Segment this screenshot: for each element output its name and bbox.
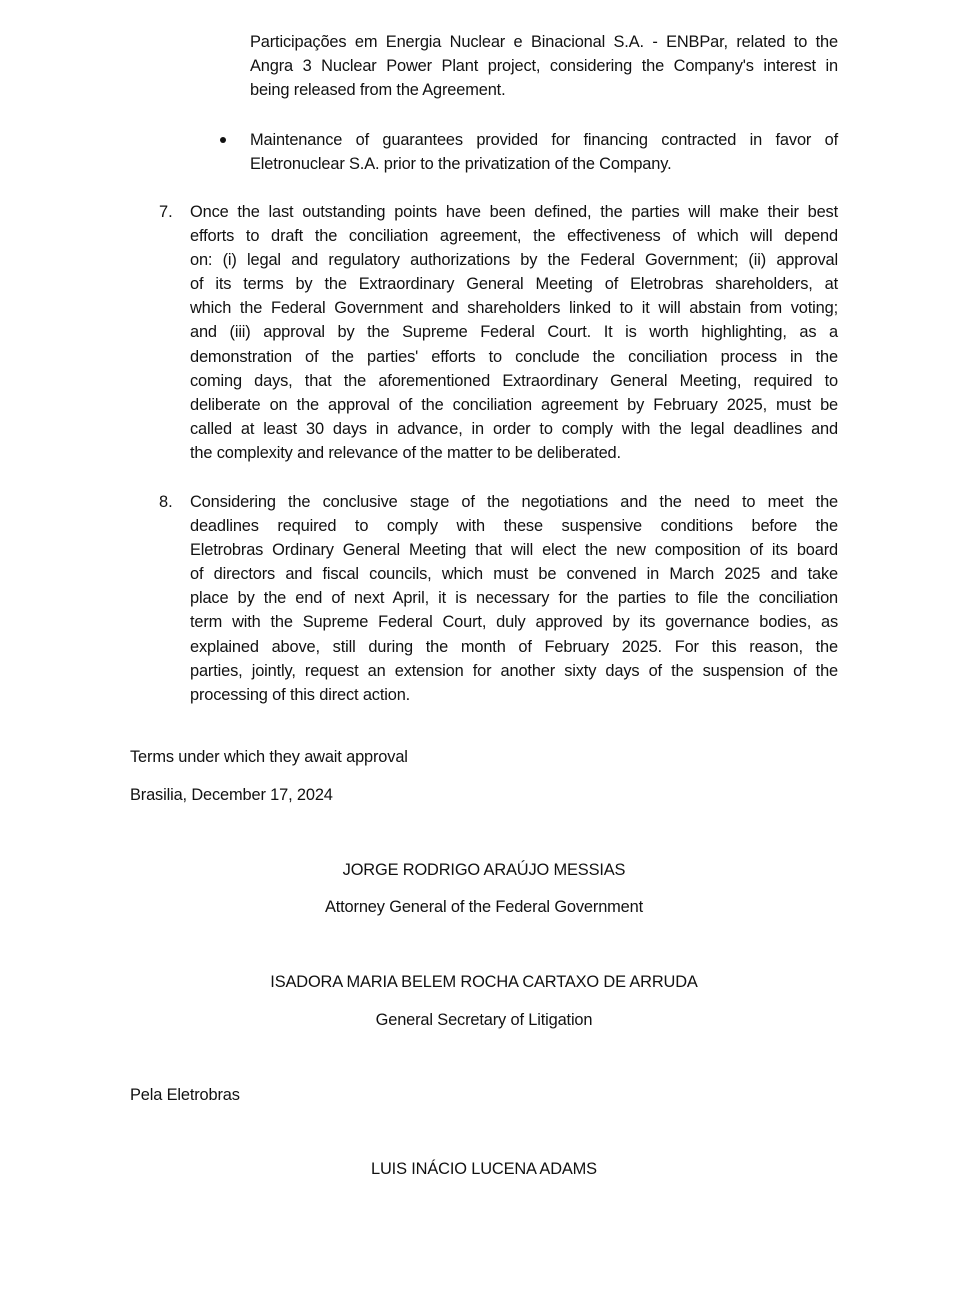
text-line: Angra 3 Nuclear Power Plant project, considering the Company's interest in	[250, 57, 838, 76]
text-line: called at least 30 days in advance, in order to comply with the legal deadlines and	[190, 419, 838, 438]
item-7-number: 7.	[159, 203, 173, 221]
text-line: Eletrobras Ordinary General Meeting that will elect the new composition of its board	[190, 541, 838, 560]
item-8-number: 8.	[159, 493, 173, 511]
text-line: processing of this direct action.	[190, 685, 411, 704]
text-line: coming days, that the aforementioned Extraordinary General Meeting, required to	[190, 371, 838, 390]
text-line: Maintenance of guarantees provided for financing contracted in favor of	[250, 131, 838, 149]
text-line: place by the end of next April, it is necessary for the parties to file the conciliation	[190, 589, 838, 608]
text-line: efforts to draft the conciliation agreement, the effectiveness of which will depend	[190, 227, 838, 246]
closing-terms: Terms under which they await approval	[130, 748, 408, 766]
text-line: Eletronuclear S.A. prior to the privatization of the Company.	[250, 155, 672, 174]
bullet-continuation	[250, 30, 838, 102]
signatory-name: ISADORA MARIA BELEM ROCHA CARTAXO DE ARRUDA	[270, 973, 698, 991]
signatory-name: JORGE RODRIGO ARAÚJO MESSIAS	[342, 861, 626, 879]
text-line: and (iii) approval by the Supreme Federal Court. It is worth highlighting, as a	[190, 323, 838, 342]
text-line: of its terms by the Extraordinary General Meeting of Eletrobras shareholders, at	[190, 275, 838, 294]
signatory-title: Attorney General of the Federal Government	[324, 898, 644, 916]
numbered-item-7	[190, 200, 838, 465]
text-line: of directors and fiscal councils, which must be convened in March 2025 and take	[190, 565, 838, 584]
text-line: the complexity and relevance of the matter to be deliberated.	[190, 443, 621, 462]
text-line: demonstration of the parties' efforts to conclude the conciliation process in the	[190, 347, 838, 366]
text-line: deadlines required to comply with these suspensive conditions before the	[190, 517, 838, 536]
place-and-date: Brasilia, December 17, 2024	[130, 786, 333, 804]
text-line: Participações em Energia Nuclear e Binacional S.A. - ENBPar, related to the	[250, 33, 838, 51]
text-line: which the Federal Government and shareholders linked to it will abstain from voting;	[190, 299, 838, 318]
text-line: being released from the Agreement.	[250, 81, 506, 100]
text-line: term with the Supreme Federal Court, duly approved by its governance bodies, as	[190, 613, 838, 632]
signatory-title: General Secretary of Litigation	[375, 1011, 593, 1029]
text-line: on: (i) legal and regulatory authorizations by the Federal Government; (ii) approval	[190, 251, 838, 270]
text-line: explained above, still during the month of February 2025. For this reason, the	[190, 637, 838, 656]
text-line: deliberate on the approval of the conciliation agreement by February 2025, must be	[190, 395, 838, 414]
bullet-icon	[220, 137, 226, 143]
signatory-name: LUIS INÁCIO LUCENA ADAMS	[371, 1160, 597, 1178]
text-line: Once the last outstanding points have been defined, the parties will make their best	[190, 203, 838, 221]
bullet-item-guarantees	[250, 128, 838, 176]
numbered-item-8	[190, 490, 838, 707]
text-line: parties, jointly, request an extension for another sixty days of the suspension of the	[190, 661, 838, 680]
text-line: Considering the conclusive stage of the negotiations and the need to meet the	[190, 493, 838, 511]
party-label: Pela Eletrobras	[130, 1086, 240, 1104]
